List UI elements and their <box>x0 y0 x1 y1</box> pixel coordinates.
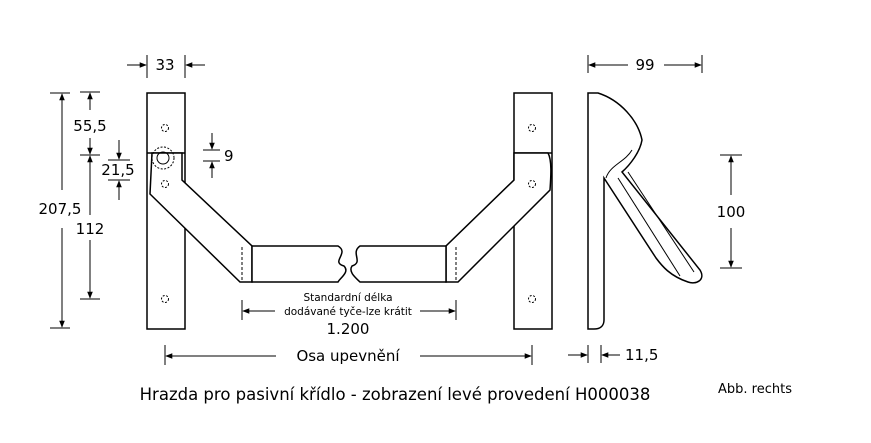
right-rod <box>351 246 446 282</box>
dim-207-5: 207,5 <box>38 200 82 218</box>
dim-1200: 1.200 <box>326 320 370 338</box>
dim-9: 9 <box>224 147 234 165</box>
left-rod <box>252 246 346 282</box>
side-profile <box>588 93 702 329</box>
dim-21-5: 21,5 <box>101 161 135 179</box>
dim-112: 112 <box>75 220 105 238</box>
dim-55-5: 55,5 <box>73 117 107 135</box>
side-view <box>588 93 702 329</box>
dim-99: 99 <box>635 56 655 74</box>
rod-note-line2: dodávané tyče-lze krátit <box>284 306 412 318</box>
rod-note-line1: Standardní délka <box>303 292 393 304</box>
dim-11-5: 11,5 <box>625 346 659 364</box>
drawing-caption: Hrazda pro pasivní křídlo - zobrazení levé provedení H000038 <box>139 385 651 404</box>
side-label: Abb. rechts <box>718 382 792 397</box>
dim-100: 100 <box>716 203 746 221</box>
dim-33: 33 <box>155 56 175 74</box>
axis-label: Osa upevnění <box>296 347 400 365</box>
